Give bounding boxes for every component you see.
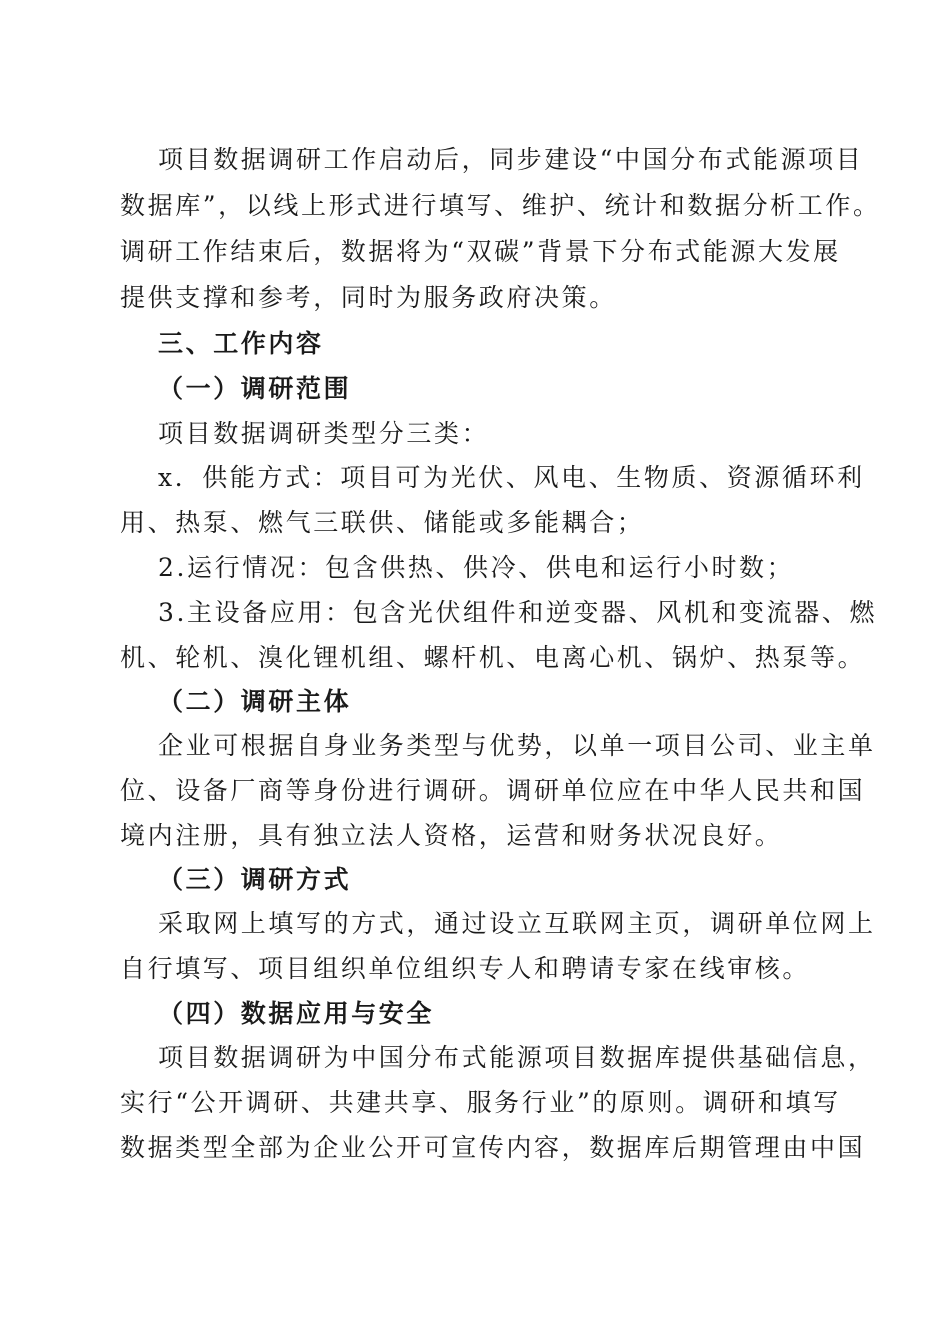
item-2: 2.运行情况：包含供热、供冷、供电和运行小时数； [158, 553, 795, 582]
para4-line-3: 数据类型全部为企业公开可宣传内容，数据库后期管理由中国 [120, 1133, 866, 1162]
para1-line-4: 提供支撑和参考，同时为服务政府决策。 [120, 283, 617, 312]
item-1-line-1: x．供能方式：项目可为光伏、风电、生物质、资源循环利 [158, 463, 865, 492]
para4-line-1: 项目数据调研为中国分布式能源项目数据库提供基础信息， [158, 1043, 876, 1072]
item-3-line-2: 机、轮机、溴化锂机组、螺杆机、电离心机、锅炉、热泵等。 [120, 643, 866, 672]
subsection-3-title: （三）调研方式 [158, 865, 352, 894]
section-3-title: 三、工作内容 [158, 329, 324, 358]
para4-line-2: 实行“公开调研、共建共享、服务行业”的原则。调研和填写 [120, 1088, 841, 1117]
para1-line-3: 调研工作结束后，数据将为“双碳”背景下分布式能源大发展 [120, 237, 841, 266]
para2-line-2: 位、设备厂商等身份进行调研。调研单位应在中华人民共和国 [120, 776, 866, 805]
para2-line-3: 境内注册，具有独立法人资格，运营和财务状况良好。 [120, 821, 783, 850]
subsection-2-title: （二）调研主体 [158, 687, 352, 716]
para3-line-1: 采取网上填写的方式，通过设立互联网主页，调研单位网上 [158, 909, 876, 938]
para1-line-2: 数据库”，以线上形式进行填写、维护、统计和数据分析工作。 [120, 191, 881, 220]
para1-line-1: 项目数据调研工作启动后，同步建设“中国分布式能源项目 [158, 145, 864, 174]
para3-line-2: 自行填写、项目组织单位组织专人和聘请专家在线审核。 [120, 954, 811, 983]
para2-line-1: 企业可根据自身业务类型与优势，以单一项目公司、业主单 [158, 731, 876, 760]
subsection-4-title: （四）数据应用与安全 [158, 999, 435, 1028]
item-1-line-2: 用、热泵、燃气三联供、储能或多能耦合； [120, 508, 645, 537]
item-3-line-1: 3.主设备应用：包含光伏组件和逆变器、风机和变流器、燃 [158, 598, 878, 627]
subsection-1-intro: 项目数据调研类型分三类： [158, 419, 490, 448]
subsection-1-title: （一）调研范围 [158, 374, 352, 403]
